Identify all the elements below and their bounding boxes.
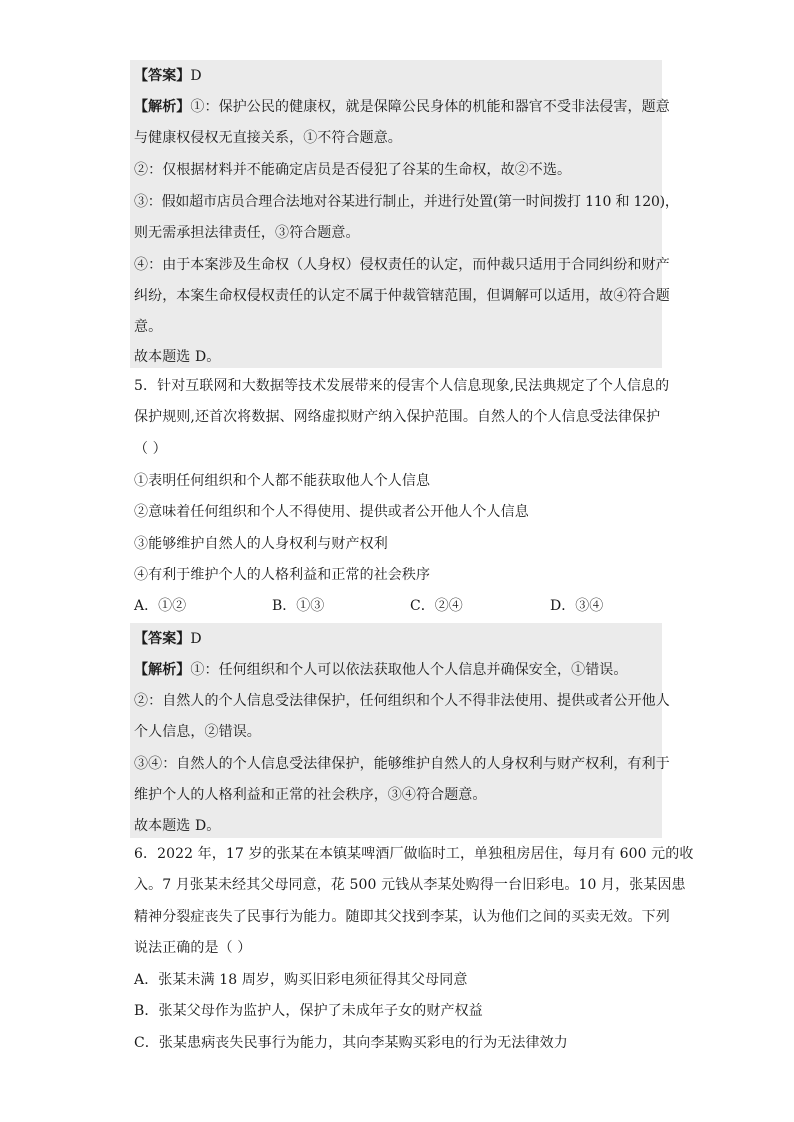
answer-tag: 【答案】 [134,631,191,647]
q4-analysis-line-4: ③：假如超市店员合理合法地对谷某进行制止，并进行处置(第一时间拨打 110 和 120)， [134,194,679,210]
analysis-tag: 【解析】 [134,662,191,678]
q5-answer-line [134,629,202,649]
analysis-text: ①：保护公民的健康权，就是保障公民身体的机能和器官不受非法侵害，题意 [190,99,670,115]
q5-analysis-line-6: 故本题选 D。 [134,818,221,834]
q4-answer-block [130,60,679,368]
answer-value: D [190,631,202,647]
analysis-tag: 【解析】 [134,99,191,115]
answer-value: D [190,68,202,84]
q6-stem-line-3: 精神分裂症丧失了民事行为能力。随即其父找到李某，认为他们之间的买卖无效。下列 [134,909,670,925]
analysis-text: ①：任何组织和个人可以依法获取他人个人信息并确保安全，①错误。 [190,662,628,678]
q6-question [130,844,694,1064]
q5-item-3: ③能够维护自然人的人身权利与财产权利 [134,536,388,552]
q6-option-b: B．张某父母作为监护人，保护了未成年子女的财产权益 [134,1003,483,1019]
q5-analysis-line-5: 维护个人的人格利益和正常的社会秩序，③④符合题意。 [134,787,487,803]
q5-stem-line-1: 5．针对互联网和大数据等技术发展带来的侵害个人信息现象,民法典规定了个人信息的 [134,378,670,394]
q5-option-d: D．③④ [550,598,604,614]
q5-item-4: ④有利于维护个人的人格利益和正常的社会秩序 [134,567,431,583]
q4-analysis-line-8: 意。 [134,319,163,335]
q4-analysis-line-1 [134,97,670,117]
answer-tag: 【答案】 [134,68,191,84]
q5-question [130,372,670,622]
q5-analysis-line-4: ③④：自然人的个人信息受法律保护，能够维护自然人的人身权利与财产权利，有利于 [134,756,670,772]
q5-answer-block [130,623,670,838]
q4-analysis-line-6: ④：由于本案涉及生命权（人身权）侵权责任的认定，而仲裁只适用于合同纠纷和财产 [134,257,670,273]
q5-analysis-line-1 [134,660,628,680]
q4-analysis-line-5: 则无需承担法律责任，③符合题意。 [134,225,360,241]
q5-item-2: ②意味着任何组织和个人不得使用、提供或者公开他人个人信息 [134,504,529,520]
q4-analysis-line-3: ②：仅根据材料并不能确定店员是否侵犯了谷某的生命权，故②不选。 [134,162,572,178]
q4-answer-line [134,66,202,86]
q5-option-b: B．①③ [272,598,325,614]
q5-option-c: C．②④ [410,598,463,614]
q6-stem-line-1: 6．2022 年，17 岁的张某在本镇某啤酒厂做临时工，单独租房居住，每月有 600 元的收 [134,846,694,862]
q5-analysis-line-2: ②：自然人的个人信息受法律保护，任何组织和个人不得非法使用、提供或者公开他人 [134,693,670,709]
q5-option-a: A．①② [134,598,187,614]
q6-stem-line-2: 入。7 月张某未经其父母同意，花 500 元钱从李某处购得一台旧彩电。10 月，张某因患 [134,877,686,893]
q4-analysis-line-9: 故本题选 D。 [134,349,221,365]
q6-stem-line-4: 说法正确的是（ ） [134,940,252,956]
q6-option-c: C．张某患病丧失民事行为能力，其向李某购买彩电的行为无法律效力 [134,1035,568,1051]
q5-stem-line-3: （ ） [134,441,167,457]
q4-analysis-line-7: 纠纷，本案生命权侵权责任的认定不属于仲裁管辖范围，但调解可以适用，故④符合题 [134,288,670,304]
q5-item-1: ①表明任何组织和个人都不能获取他人个人信息 [134,473,431,489]
q4-analysis-line-2: 与健康权侵权无直接关系，①不符合题意。 [134,130,402,146]
q5-stem-line-2: 保护规则,还首次将数据、网络虚拟财产纳入保护范围。自然人的个人信息受法律保护 [134,409,661,425]
q5-analysis-line-3: 个人信息，②错误。 [134,724,261,740]
q6-option-a: A．张某未满 18 周岁，购买旧彩电须征得其父母同意 [134,972,468,988]
